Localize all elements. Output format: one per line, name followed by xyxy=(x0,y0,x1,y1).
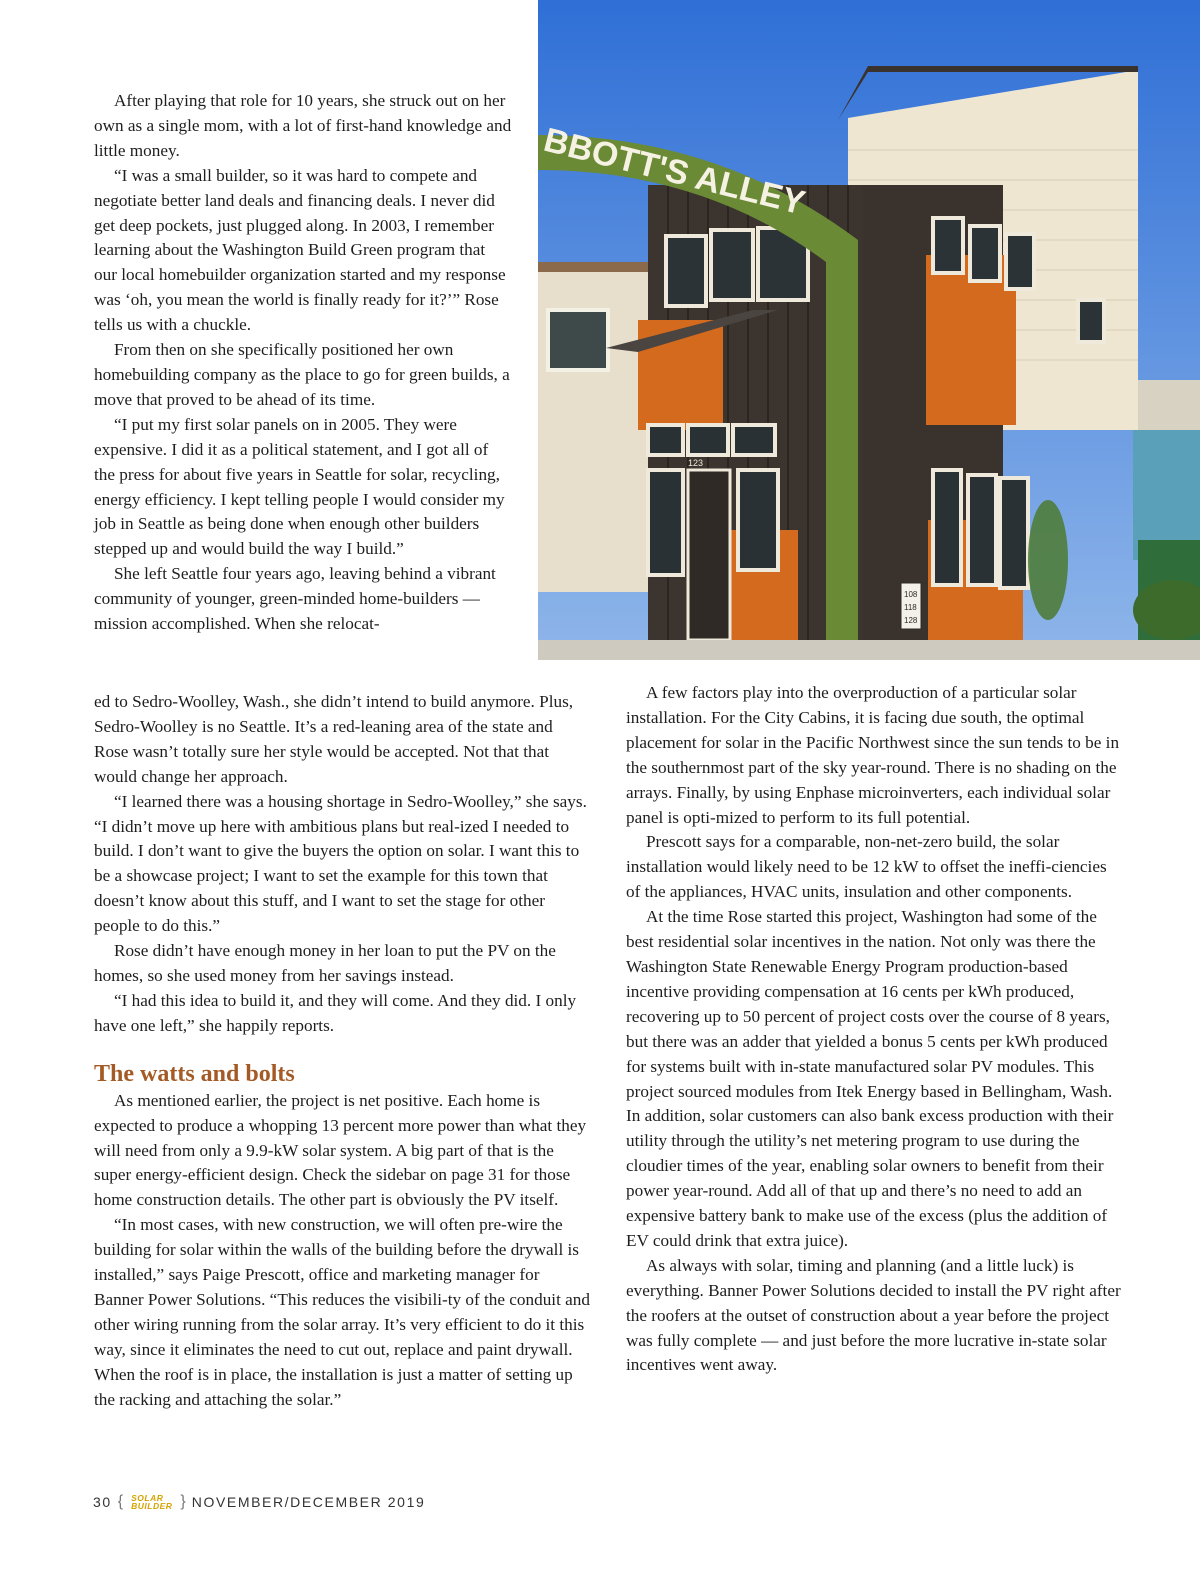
issue-date: NOVEMBER/DECEMBER 2019 xyxy=(191,1494,426,1510)
body-paragraph: Rose didn’t have enough money in her loan to put the PV on the homes, so she used money from her savings instead. xyxy=(94,941,556,985)
house-number-3: 128 xyxy=(904,616,918,625)
solar-builder-logo xyxy=(129,1494,174,1510)
body-paragraph-continued: ed to Sedro-Woolley, Wash., she didn’t intend to build anymore. Plus, Sedro-Woolley is no Seattle. It’s a red-leaning area of the state and Rose wasn’t totally sure her style would be accepted. Not that that would change her approach. xyxy=(94,692,574,786)
logo-line-1: SOLAR xyxy=(131,1493,164,1503)
house-number-1: 108 xyxy=(904,590,918,599)
left-column-bottom xyxy=(94,690,590,1412)
body-paragraph: She left Seattle four years ago, leaving behind a vibrant community of younger, green-minded home-builders — mission accomplished. When she relocat- xyxy=(94,564,496,634)
right-column xyxy=(626,681,1121,1378)
house-number-2: 118 xyxy=(904,603,917,612)
logo-line-2: BUILDER xyxy=(131,1501,173,1511)
door-number: 123 xyxy=(688,458,704,468)
open-brace: { xyxy=(117,1493,124,1510)
body-paragraph: “I was a small builder, so it was hard to compete and negotiate better land deals and financing deals. I never did get deep pockets, just plugged along. In 2003, I remember learning about the Washington Build Green program that our local homebuilder organization started and my response was ‘oh, you mean the world is finally ready for it?’” Rose tells us with a chuckle. xyxy=(94,165,506,335)
body-paragraph: As always with solar, timing and planning (and a little luck) is everything. Banner Power Solutions decided to install the PV right after the roofers at the outset of construction about a year before the project was fully complete — and just before the more lucrative in-state solar incentives went away. xyxy=(626,1255,1121,1375)
body-paragraph: “I put my first solar panels on in 2005. They were expensive. I did it as a political statement, and I got all of the press for about five years in Seattle for solar, recycling, energy efficiency. I kept telling people I would consider my job in Seattle as being done when enough other builders stepped up and would build the way I build.” xyxy=(94,414,505,559)
body-paragraph: At the time Rose started this project, Washington had some of the best residential solar incentives in the nation. Not only was there the Washington State Renewable Energy Program production-based incentive providing compensation at 16 cents per kWh produced, recovering up to 50 percent of project costs over the course of 8 years, but there was an adder that yielded a bonus 5 cents per kWh produced for systems built with in-state manufactured solar PV modules. This project sourced modules from Itek Energy based in Bellingham, Wash. In addition, solar customers can also bank excess production with their utility through the utility’s net metering program to use during the cloudier times of the year, enabling solar owners to benefit from their power year-round. Add all of that up and there’s no need to add an expensive battery bank to make use of the excess (plus the addition of EV could drink that extra juice). xyxy=(626,907,1114,1250)
body-paragraph: “I had this idea to build it, and they will come. And they did. I only have one left,” she happily reports. xyxy=(94,990,577,1035)
alley-sign-text: BBOTT'S ALLEY xyxy=(540,120,809,223)
page-footer xyxy=(93,1491,425,1513)
body-paragraph: Prescott says for a comparable, non-net-zero build, the solar installation would likely need to be 12 kW to offset the ineffi-ciencies of the appliances, HVAC units, insulation and other components. xyxy=(626,832,1107,902)
page-number: 30 xyxy=(93,1494,112,1510)
close-brace: } xyxy=(180,1493,186,1510)
body-paragraph: “In most cases, with new construction, we will often pre-wire the building for solar within the walls of the building before the drywall is installed,” says Paige Prescott, office and marketing manager for Banner Power Solutions. “This reduces the visibili-ty of the conduit and other wiring running from the solar array. It’s very efficient to do it this way, since it eliminates the need to cut out, replace and paint drywall. When the roof is in place, the installation is just a matter of setting up the racking and attaching the solar.” xyxy=(94,1215,590,1409)
body-paragraph: A few factors play into the overproduction of a particular solar installation. For the City Cabins, it is facing due south, the optimal placement for solar in the Pacific Northwest since the sun tends to be in the southernmost part of the sky year-round. There is no shading on the arrays. Finally, by using Enphase microinverters, each individual solar panel is opti-mized to perform to its full potential. xyxy=(626,683,1120,827)
body-paragraph: After playing that role for 10 years, she struck out on her own as a single mom, with a lot of first-hand knowledge and little money. xyxy=(94,91,512,160)
body-paragraph: From then on she specifically positioned her own homebuilding company as the place to go for green builds, a move that proved to be ahead of its time. xyxy=(94,340,510,409)
section-heading: The watts and bolts xyxy=(94,1060,295,1087)
building-photo xyxy=(538,0,1200,660)
body-paragraph: As mentioned earlier, the project is net positive. Each home is expected to produce a whopping 13 percent more power than what they will need from only a 9.9-kW solar system. A big part of that is the super energy-efficient design. Check the sidebar on page 31 for those home construction details. The other part is obviously the PV itself. xyxy=(94,1090,587,1210)
left-column-top xyxy=(94,89,512,637)
body-paragraph: “I learned there was a housing shortage in Sedro-Woolley,” she says. “I didn’t move up here with ambitious plans but real-ized I needed to build. I don’t want to give the buyers the option on solar. I want this to be a showcase project; I want to set the example for this town that doesn’t know about this stuff, and I want to set the stage for other people to do this.” xyxy=(94,791,587,936)
